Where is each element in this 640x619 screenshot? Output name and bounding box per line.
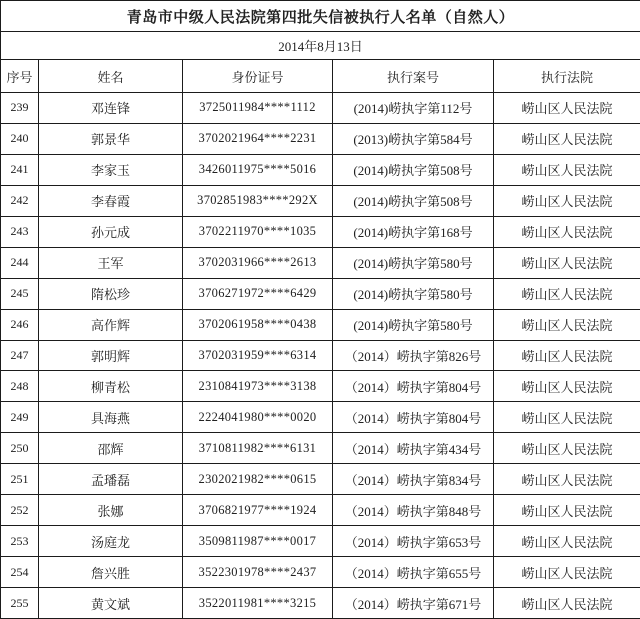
case-number-cell: (2014)崂执字第580号 [333,278,494,309]
court-cell: 崂山区人民法院 [494,557,640,588]
serial-cell: 248 [1,371,39,402]
table-row [1,495,640,526]
page-title: 青岛市中级人民法院第四批失信被执行人名单（自然人） [1,1,640,32]
id-number-cell: 3702061958****0438 [183,309,333,340]
case-number-cell: （2014）崂执字第848号 [333,495,494,526]
court-cell: 崂山区人民法院 [494,464,640,495]
id-number-cell: 3522011981****3215 [183,588,333,619]
name-cell: 具海燕 [39,402,183,433]
id-number-cell: 3702031959****6314 [183,340,333,371]
name-cell: 黄文斌 [39,588,183,619]
case-number-cell: (2014)崂执字第508号 [333,185,494,216]
case-number-cell: （2014）崂执字第826号 [333,340,494,371]
table-row [1,371,640,402]
name-cell: 汤庭龙 [39,526,183,557]
serial-cell: 241 [1,154,39,185]
case-number-cell: （2014）崂执字第655号 [333,557,494,588]
name-cell: 孟璠磊 [39,464,183,495]
court-cell: 崂山区人民法院 [494,93,640,124]
date-row [1,32,640,60]
id-number-cell: 3725011984****1112 [183,93,333,124]
serial-cell: 254 [1,557,39,588]
court-cell: 崂山区人民法院 [494,526,640,557]
table-row [1,216,640,247]
name-cell: 孙元成 [39,216,183,247]
name-cell: 郭景华 [39,123,183,154]
name-cell: 王军 [39,247,183,278]
table-row [1,433,640,464]
case-number-cell: (2014)崂执字第580号 [333,309,494,340]
name-cell: 隋松珍 [39,278,183,309]
id-number-cell: 3706821977****1924 [183,495,333,526]
table-body [1,1,640,619]
serial-cell: 244 [1,247,39,278]
court-cell: 崂山区人民法院 [494,185,640,216]
court-cell: 崂山区人民法院 [494,433,640,464]
table-row [1,557,640,588]
serial-cell: 245 [1,278,39,309]
id-number-cell: 3702211970****1035 [183,216,333,247]
table-row [1,309,640,340]
name-cell: 张娜 [39,495,183,526]
case-number-cell: (2014)崂执字第580号 [333,247,494,278]
case-number-cell: (2014)崂执字第508号 [333,154,494,185]
header-case-number: 执行案号 [333,60,494,93]
court-cell: 崂山区人民法院 [494,123,640,154]
id-number-cell: 3509811987****0017 [183,526,333,557]
id-number-cell: 2310841973****3138 [183,371,333,402]
id-number-cell: 3522301978****2437 [183,557,333,588]
serial-cell: 253 [1,526,39,557]
header-court: 执行法院 [494,60,640,93]
name-cell: 詹兴胜 [39,557,183,588]
id-number-cell: 3702021964****2231 [183,123,333,154]
court-cell: 崂山区人民法院 [494,495,640,526]
id-number-cell: 3702031966****2613 [183,247,333,278]
court-cell: 崂山区人民法院 [494,154,640,185]
title-row [1,1,640,32]
table-row [1,93,640,124]
serial-cell: 250 [1,433,39,464]
serial-cell: 251 [1,464,39,495]
table-row [1,526,640,557]
table-row [1,278,640,309]
case-number-cell: （2014）崂执字第804号 [333,402,494,433]
court-cell: 崂山区人民法院 [494,278,640,309]
case-number-cell: （2014）崂执字第434号 [333,433,494,464]
court-cell: 崂山区人民法院 [494,247,640,278]
case-number-cell: （2014）崂执字第834号 [333,464,494,495]
header-name: 姓名 [39,60,183,93]
court-cell: 崂山区人民法院 [494,402,640,433]
name-cell: 郭明辉 [39,340,183,371]
serial-cell: 247 [1,340,39,371]
table-row [1,185,640,216]
court-cell: 崂山区人民法院 [494,216,640,247]
id-number-cell: 3706271972****6429 [183,278,333,309]
case-number-cell: （2014）崂执字第671号 [333,588,494,619]
table-row [1,588,640,619]
name-cell: 邵辉 [39,433,183,464]
serial-cell: 243 [1,216,39,247]
serial-cell: 249 [1,402,39,433]
name-cell: 李春霞 [39,185,183,216]
case-number-cell: (2014)崂执字第112号 [333,93,494,124]
id-number-cell: 3710811982****6131 [183,433,333,464]
serial-cell: 246 [1,309,39,340]
case-number-cell: (2013)崂执字第584号 [333,123,494,154]
table-row [1,402,640,433]
table-row [1,247,640,278]
header-id-number: 身份证号 [183,60,333,93]
id-number-cell: 3702851983****292X [183,185,333,216]
header-serial: 序号 [1,60,39,93]
court-cell: 崂山区人民法院 [494,309,640,340]
id-number-cell: 3426011975****5016 [183,154,333,185]
case-number-cell: （2014）崂执字第653号 [333,526,494,557]
name-cell: 高作辉 [39,309,183,340]
id-number-cell: 2302021982****0615 [183,464,333,495]
table-row [1,154,640,185]
name-cell: 柳青松 [39,371,183,402]
name-cell: 李家玉 [39,154,183,185]
court-cell: 崂山区人民法院 [494,340,640,371]
court-cell: 崂山区人民法院 [494,588,640,619]
case-number-cell: (2014)崂执字第168号 [333,216,494,247]
id-number-cell: 2224041980****0020 [183,402,333,433]
header-row [1,60,640,93]
table-row [1,464,640,495]
serial-cell: 252 [1,495,39,526]
serial-cell: 239 [1,93,39,124]
serial-cell: 240 [1,123,39,154]
publish-date: 2014年8月13日 [1,32,640,60]
court-cell: 崂山区人民法院 [494,371,640,402]
table-row [1,123,640,154]
table-row [1,340,640,371]
name-cell: 邓连锋 [39,93,183,124]
serial-cell: 255 [1,588,39,619]
serial-cell: 242 [1,185,39,216]
case-number-cell: （2014）崂执字第804号 [333,371,494,402]
